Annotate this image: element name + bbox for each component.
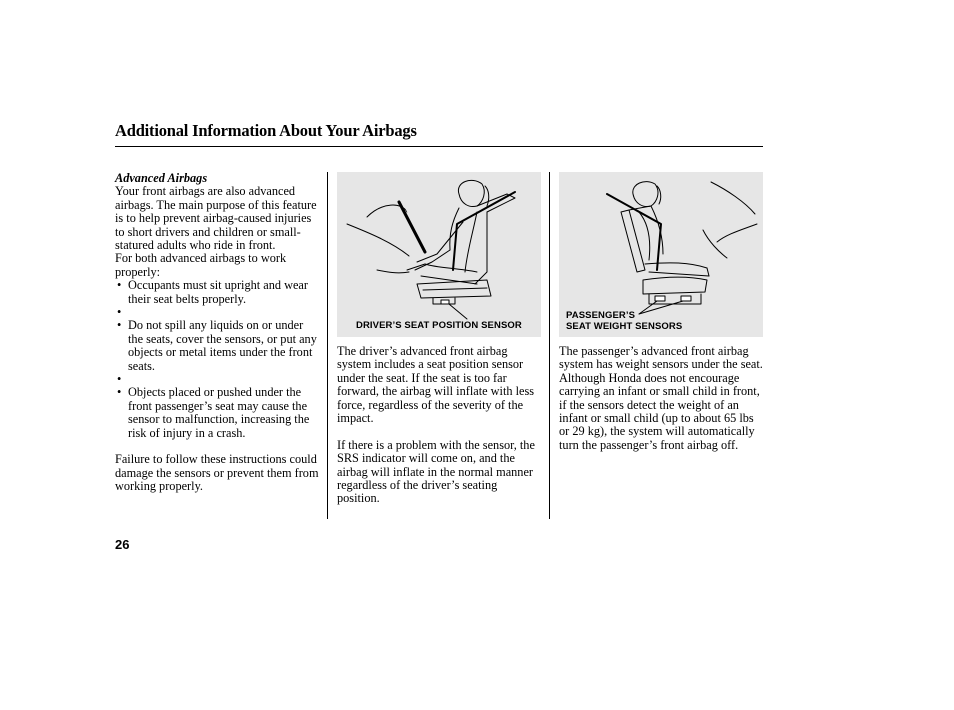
section-subheading: Advanced Airbags (115, 171, 208, 185)
passenger-seat-figure (559, 172, 763, 337)
column-divider (327, 172, 328, 519)
paragraph-spacer (337, 425, 543, 438)
column-advanced-airbags (115, 172, 321, 494)
list-item: • Objects placed or pushed under the front passenger’s seat may cause the sensor to malfunction, increasing the risk of injury in a crash. (115, 386, 321, 440)
list-item: • Do not spill any liquids on or under the seats, cover the sensors, or put any objects or metal items under the front seats. (115, 319, 321, 373)
list-spacer (115, 306, 321, 319)
caption-line: PASSENGER’S (566, 310, 636, 321)
title-rule (115, 146, 763, 147)
list-spacer (115, 373, 321, 386)
intro-paragraph: Your front airbags are also advanced airbags. The main purpose of this feature is to help prevent airbag-caused injuries to short drivers and children or small-statured adults who ride in front. (115, 184, 317, 253)
body-paragraph: The driver’s advanced front airbag system includes a seat position sensor under the seat. If the seat is too far forward, the airbag will inflate with less force, regardless of the severity of the impact. (337, 344, 535, 426)
passenger-figure-caption (566, 311, 682, 332)
requirements-lead: For both advanced airbags to work properly: (115, 251, 287, 279)
driver-seat-illustration (337, 172, 541, 337)
list-item: • Occupants must sit upright and wear their seat belts properly. (115, 279, 321, 306)
requirements-list (115, 279, 321, 440)
driver-seat-figure (337, 172, 541, 337)
body-paragraph: If there is a problem with the sensor, the SRS indicator will come on, and the airbag will inflate in the normal manner regardless of the driver’s seating position. (337, 437, 535, 506)
column-divider (549, 172, 550, 519)
page-title: Additional Information About Your Airbags (115, 121, 417, 140)
column-driver-sensor (337, 345, 543, 506)
column-passenger-sensor (559, 345, 763, 452)
warning-paragraph: Failure to follow these instructions could damage the sensors or prevent them from working properly. (115, 452, 319, 494)
page-number: 26 (115, 537, 130, 552)
driver-figure-caption: DRIVER’S SEAT POSITION SENSOR (356, 320, 522, 331)
body-paragraph: The passenger’s advanced front airbag system has weight sensors under the seat. Although Honda does not encourage carrying an infant or small child in front, if the sensors detect the weight of an infant or small child (up to about 65 lbs or 29 kg), the system will automatically turn the passenger’s front airbag off. (559, 344, 763, 452)
paragraph-spacer (115, 440, 321, 453)
caption-line: SEAT WEIGHT SENSORS (566, 320, 683, 332)
